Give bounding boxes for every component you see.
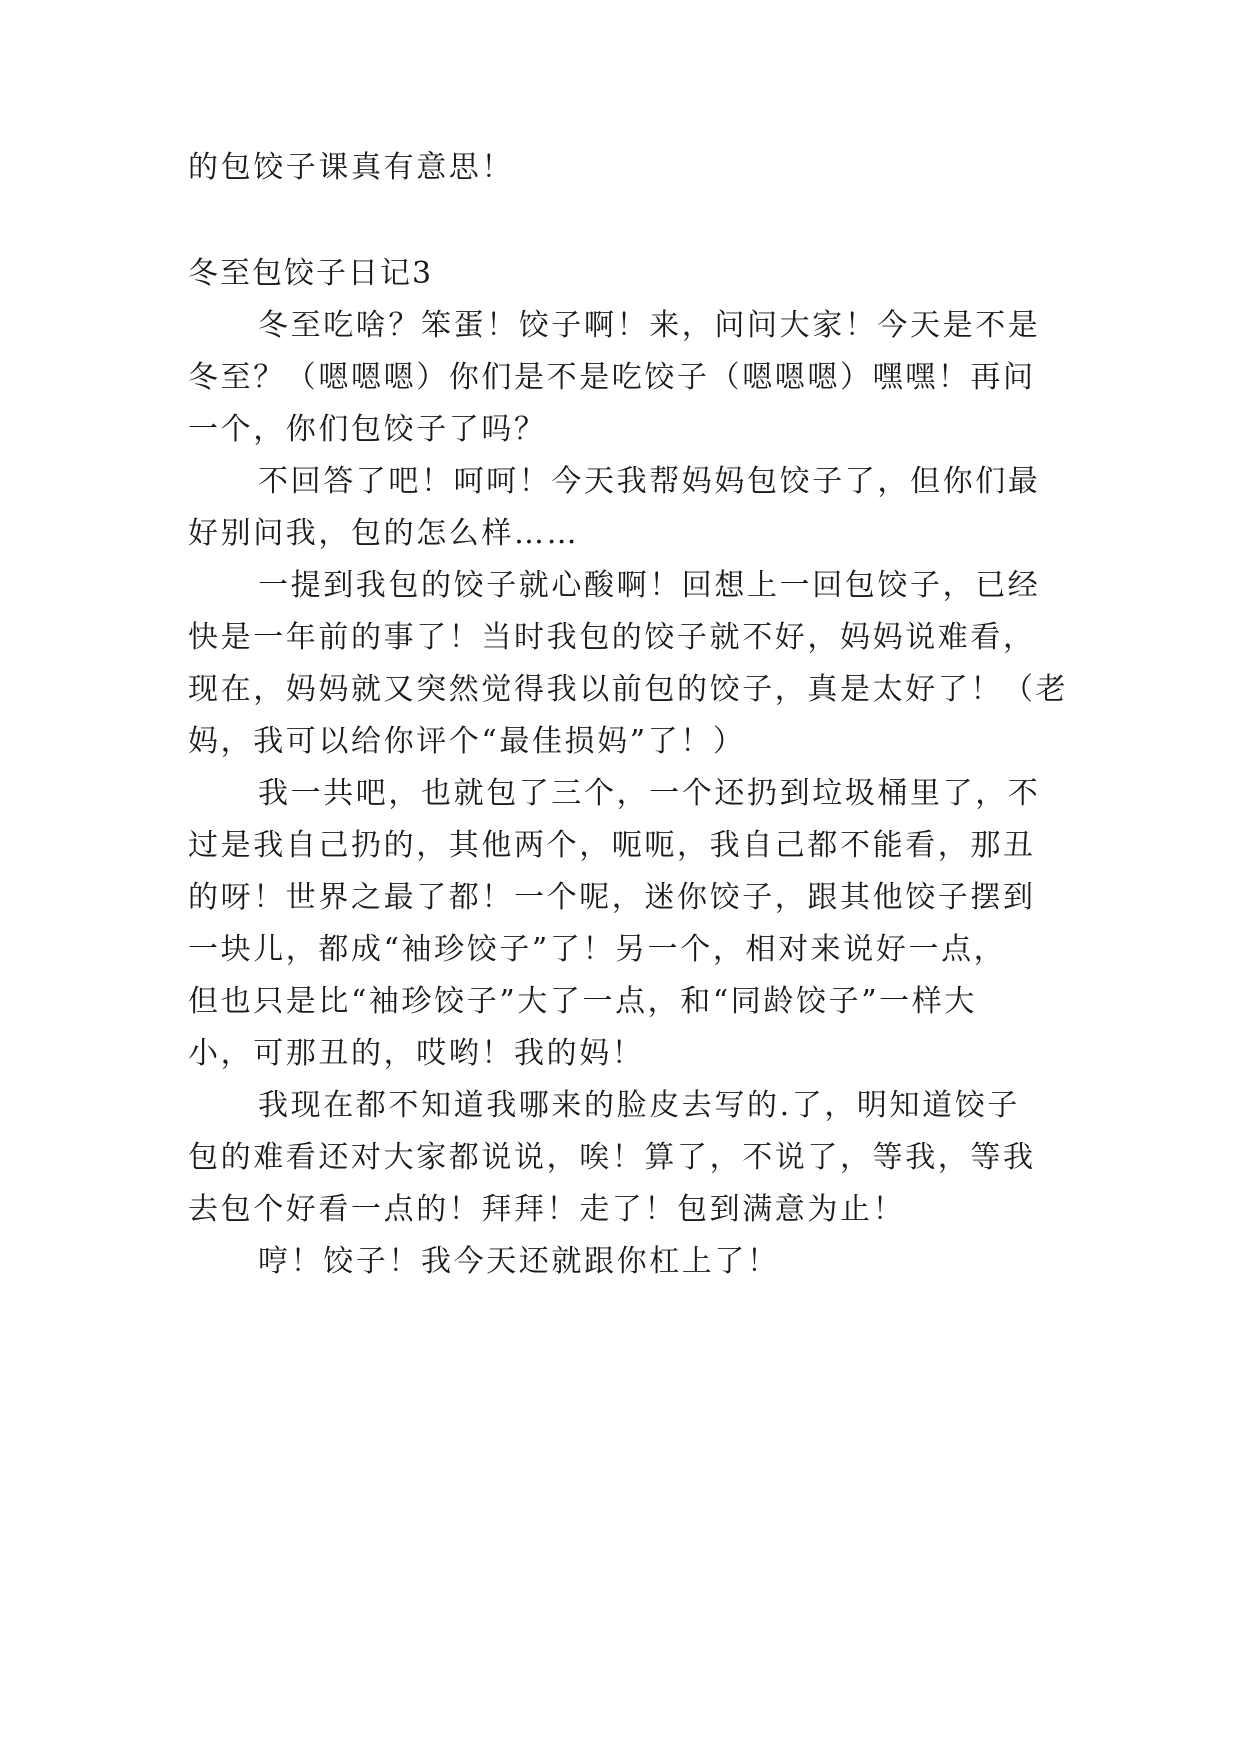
paragraph-line: 哼！饺子！我今天还就跟你杠上了！ (258, 1244, 780, 1279)
paragraph-line: 包的难看还对大家都说说，唉！算了，不说了，等我，等我 (188, 1140, 1036, 1175)
paragraph-line: 妈，我可以给你评个“最佳损妈”了！） (188, 724, 746, 759)
paragraph-line: 一提到我包的饺子就心酸啊！回想上一回包饺子，已经 (258, 568, 1041, 603)
paragraph-line: 过是我自己扔的，其他两个，呃呃，我自己都不能看，那丑 (188, 828, 1036, 863)
paragraph-line: 去包个好看一点的！拜拜！走了！包到满意为止！ (188, 1192, 906, 1227)
paragraph-line: 现在，妈妈就又突然觉得我以前包的饺子，真是太好了！（老 (188, 672, 1069, 707)
previous-section-tail: 的包饺子课真有意思！ (188, 150, 514, 185)
paragraph-line: 的呀！世界之最了都！一个呢，迷你饺子，跟其他饺子摆到 (188, 880, 1036, 915)
paragraph-line: 冬至？（嗯嗯嗯）你们是不是吃饺子（嗯嗯嗯）嘿嘿！再问 (188, 360, 1036, 395)
paragraph-line: 我现在都不知道我哪来的脸皮去写的.了，明知道饺子 (258, 1088, 1020, 1123)
paragraph-line: 一块儿，都成“袖珍饺子”了！另一个，相对来说好一点， (188, 932, 1007, 967)
paragraph-line: 快是一年前的事了！当时我包的饺子就不好，妈妈说难看， (188, 620, 1036, 655)
paragraph-line: 冬至吃啥？笨蛋！饺子啊！来，问问大家！今天是不是 (258, 308, 1041, 343)
paragraph-line: 我一共吧，也就包了三个，一个还扔到垃圾桶里了，不 (258, 776, 1041, 811)
paragraph-line: 不回答了吧！呵呵！今天我帮妈妈包饺子了，但你们最 (258, 464, 1041, 499)
section-title: 冬至包饺子日记3 (188, 256, 434, 291)
paragraph-line: 但也只是比“袖珍饺子”大了一点，和“同龄饺子”一样大 (188, 984, 977, 1019)
paragraph-line: 小，可那丑的，哎哟！我的妈！ (188, 1036, 645, 1071)
paragraph-line: 一个，你们包饺子了吗？ (188, 412, 547, 447)
paragraph-line: 好别问我，包的怎么样…… (188, 516, 580, 551)
